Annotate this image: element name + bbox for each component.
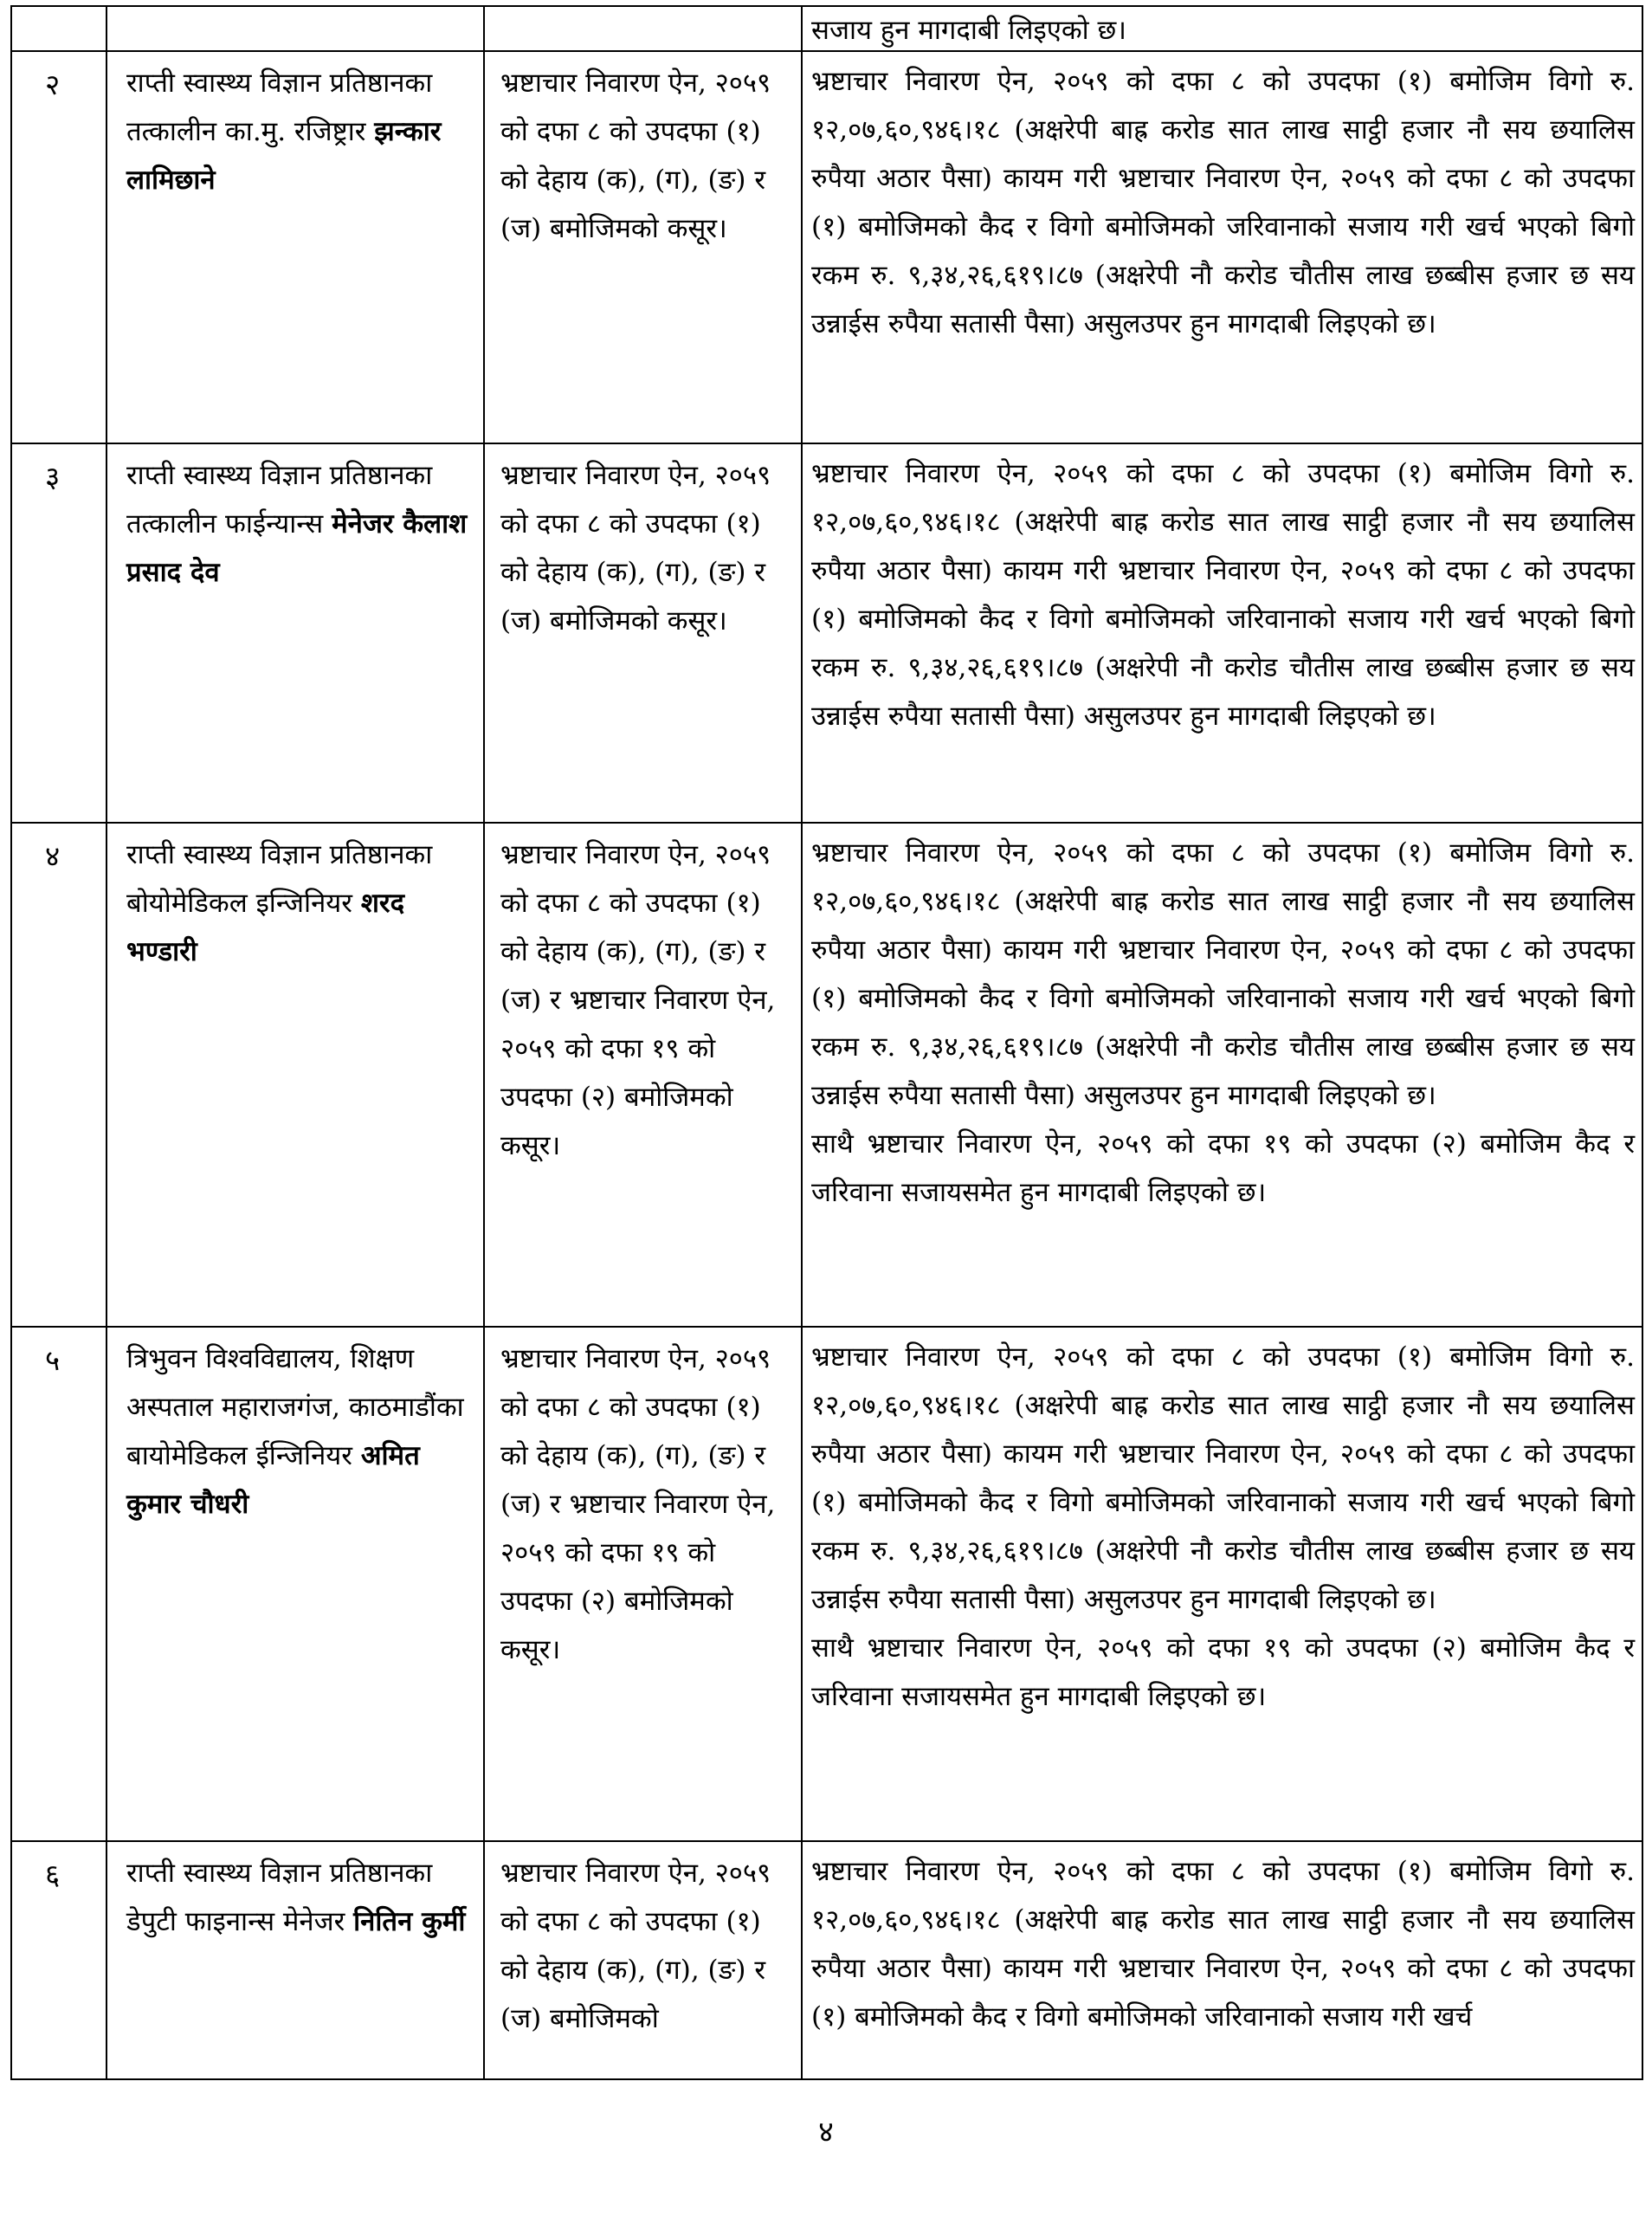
claim-cell xyxy=(802,6,1642,51)
accused-cell xyxy=(106,6,484,51)
accused-name xyxy=(107,52,483,443)
accused-name-cell xyxy=(106,1327,484,1841)
charge-section-cell xyxy=(484,1841,802,2079)
table-row xyxy=(11,823,1642,1327)
accused-name xyxy=(107,824,483,1326)
table-row xyxy=(11,1841,1642,2079)
row-serial-number-cell xyxy=(11,823,106,1327)
row-serial-number: ४ xyxy=(45,839,61,873)
claim-continuation-text: सजाय हुन मागदाबी लिइएको छ। xyxy=(811,15,1127,46)
row-serial-number-cell xyxy=(11,51,106,443)
row-serial-number-cell xyxy=(11,1841,106,2079)
accused-name xyxy=(107,444,483,822)
claim-detail xyxy=(803,444,1642,822)
accused-name-text: राप्ती स्वास्थ्य विज्ञान प्रतिष्ठानका डेपुटी फाइनान्स मेनेजर xyxy=(126,1858,433,1937)
page-number: ४ xyxy=(818,2115,834,2149)
row-serial-number: ५ xyxy=(45,1343,61,1377)
claim-detail-cell xyxy=(802,823,1642,1327)
charge-section-cell xyxy=(484,823,802,1327)
claim-paragraph: साथै भ्रष्टाचार निवारण ऐन, २०५९ को दफा १९ को उपदफा (२) बमोजिम कैद र जरिवाना सजायसमेत हुन मागदाबी लिइएको छ। xyxy=(811,1128,1635,1208)
charge-empty xyxy=(485,7,801,50)
charge-section-cell xyxy=(484,51,802,443)
charge-section-cell xyxy=(484,443,802,823)
accused-name-cell xyxy=(106,823,484,1327)
charge-section: भ्रष्टाचार निवारण ऐन, २०५९ को दफा ८ को उपदफा (१) को देहाय (क), (ग), (ङ) र (ज) बमोजिमको xyxy=(500,1858,771,2034)
accused-name xyxy=(107,1842,483,2078)
accused-name-cell xyxy=(106,51,484,443)
row-serial-number-cell xyxy=(11,1327,106,1841)
claim-paragraph: भ्रष्टाचार निवारण ऐन, २०५९ को दफा ८ को उपदफा (१) बमोजिम विगो रु. १२,०७,६०,९४६।१८ (अक्षरेपी बाह्र करोड सात लाख साट्ठी हजार नौ सय छयालिस रुपैया अठार पैसा) कायम गरी भ्रष्टाचार निवारण ऐन, २०५९ को दफा ८ को उपदफा (१) बमोजिमको कैद र विगो बमोजिमको जरिवानाको सजाय गरी खर्च xyxy=(811,1856,1635,2033)
accused-name-bold: शरद भण्डारी xyxy=(126,888,405,967)
claim-detail-cell xyxy=(802,443,1642,823)
accused-name-text: राप्ती स्वास्थ्य विज्ञान प्रतिष्ठानका तत्कालीन का.मु. रजिष्ट्रार xyxy=(126,68,433,147)
accused-name-bold: मेनेजर कैलाश प्रसाद देव xyxy=(126,508,468,588)
table-row xyxy=(11,443,1642,823)
charge-section: भ्रष्टाचार निवारण ऐन, २०५९ को दफा ८ को उपदफा (१) को देहाय (क), (ग), (ङ) र (ज) बमोजिमको कसूर। xyxy=(500,68,771,244)
row-serial-number: २ xyxy=(45,68,61,101)
claim-detail xyxy=(803,1328,1642,1840)
charge-section: भ्रष्टाचार निवारण ऐन, २०५९ को दफा ८ को उपदफा (१) को देहाय (क), (ग), (ङ) र (ज) र भ्रष्टाचार निवारण ऐन, २०५९ को दफा १९ को उपदफा (२) बमोजिमको कसूर। xyxy=(500,1343,776,1665)
table-row xyxy=(11,1327,1642,1841)
claim-paragraph: भ्रष्टाचार निवारण ऐन, २०५९ को दफा ८ को उपदफा (१) बमोजिम विगो रु. १२,०७,६०,९४६।१८ (अक्षरेपी बाह्र करोड सात लाख साट्ठी हजार नौ सय छयालिस रुपैया अठार पैसा) कायम गरी भ्रष्टाचार निवारण ऐन, २०५९ को दफा ८ को उपदफा (१) बमोजिमको कैद र विगो बमोजिमको जरिवानाको सजाय गरी खर्च भएको बिगो रकम रु. ९,३४,२६,६१९।८७ (अक्षरेपी नौ करोड चौतीस लाख छब्बीस हजार छ सय उन्नाईस रुपैया सतासी पैसा) असुलउपर हुन मागदाबी लिइएको छ। xyxy=(811,1341,1635,1615)
claim-paragraph: भ्रष्टाचार निवारण ऐन, २०५९ को दफा ८ को उपदफा (१) बमोजिम विगो रु. १२,०७,६०,९४६।१८ (अक्षरेपी बाह्र करोड सात लाख साट्ठी हजार नौ सय छयालिस रुपैया अठार पैसा) कायम गरी भ्रष्टाचार निवारण ऐन, २०५९ को दफा ८ को उपदफा (१) बमोजिमको कैद र विगो बमोजिमको जरिवानाको सजाय गरी खर्च भएको बिगो रकम रु. ९,३४,२६,६१९।८७ (अक्षरेपी नौ करोड चौतीस लाख छब्बीस हजार छ सय उन्नाईस रुपैया सतासी पैसा) असुलउपर हुन मागदाबी लिइएको छ। xyxy=(811,458,1635,732)
accused-name-cell xyxy=(106,443,484,823)
claim-detail xyxy=(803,52,1642,443)
sn-cell xyxy=(11,6,106,51)
accused-name-text: राप्ती स्वास्थ्य विज्ञान प्रतिष्ठानका बोयोमेडिकल इन्जिनियर xyxy=(126,839,433,919)
claim-paragraph: भ्रष्टाचार निवारण ऐन, २०५९ को दफा ८ को उपदफा (१) बमोजिम विगो रु. १२,०७,६०,९४६।१८ (अक्षरेपी बाह्र करोड सात लाख साट्ठी हजार नौ सय छयालिस रुपैया अठार पैसा) कायम गरी भ्रष्टाचार निवारण ऐन, २०५९ को दफा ८ को उपदफा (१) बमोजिमको कैद र विगो बमोजिमको जरिवानाको सजाय गरी खर्च भएको बिगो रकम रु. ९,३४,२६,६१९।८७ (अक्षरेपी नौ करोड चौतीस लाख छब्बीस हजार छ सय उन्नाईस रुपैया सतासी पैसा) असुलउपर हुन मागदाबी लिइएको छ। xyxy=(811,66,1635,339)
accused-empty xyxy=(107,7,483,50)
row-serial-number: ६ xyxy=(45,1858,61,1891)
claim-detail-cell xyxy=(802,1841,1642,2079)
row-serial-number: ३ xyxy=(45,460,61,494)
claim-detail xyxy=(803,1842,1642,2078)
accused-name-bold: अमित कुमार चौधरी xyxy=(126,1440,420,1520)
charge-section-cell xyxy=(484,1327,802,1841)
accused-name-bold: नितिन कुर्मी xyxy=(353,1906,466,1937)
accused-name-bold: झन्कार लामिछाने xyxy=(126,116,442,196)
accused-name-cell xyxy=(106,1841,484,2079)
table-row xyxy=(11,51,1642,443)
accused-name xyxy=(107,1328,483,1840)
claim-paragraph: भ्रष्टाचार निवारण ऐन, २०५९ को दफा ८ को उपदफा (१) बमोजिम विगो रु. १२,०७,६०,९४६।१८ (अक्षरेपी बाह्र करोड सात लाख साट्ठी हजार नौ सय छयालिस रुपैया अठार पैसा) कायम गरी भ्रष्टाचार निवारण ऐन, २०५९ को दफा ८ को उपदफा (१) बमोजिमको कैद र विगो बमोजिमको जरिवानाको सजाय गरी खर्च भएको बिगो रकम रु. ९,३४,२६,६१९।८७ (अक्षरेपी नौ करोड चौतीस लाख छब्बीस हजार छ सय उन्नाईस रुपैया सतासी पैसा) असुलउपर हुन मागदाबी लिइएको छ। xyxy=(811,837,1635,1111)
accused-name-text: त्रिभुवन विश्वविद्यालय, शिक्षण अस्पताल महाराजगंज, काठमाडौंका बायोमेडिकल ईन्जिनियर xyxy=(126,1343,464,1471)
claim-detail-cell xyxy=(802,51,1642,443)
row-serial-number-cell xyxy=(11,443,106,823)
charge-section: भ्रष्टाचार निवारण ऐन, २०५९ को दफा ८ को उपदफा (१) को देहाय (क), (ग), (ङ) र (ज) र भ्रष्टाचार निवारण ऐन, २०५९ को दफा १९ को उपदफा (२) बमोजिमको कसूर। xyxy=(500,839,776,1161)
claim-detail-cell xyxy=(802,1327,1642,1841)
claim-paragraph: साथै भ्रष्टाचार निवारण ऐन, २०५९ को दफा १९ को उपदफा (२) बमोजिम कैद र जरिवाना सजायसमेत हुन मागदाबी लिइएको छ। xyxy=(811,1632,1635,1712)
case-table xyxy=(10,5,1643,2080)
table-row-continuation xyxy=(11,6,1642,51)
charge-cell xyxy=(484,6,802,51)
sn-empty xyxy=(12,7,106,50)
claim-detail xyxy=(803,824,1642,1326)
charge-section: भ्रष्टाचार निवारण ऐन, २०५९ को दफा ८ को उपदफा (१) को देहाय (क), (ग), (ङ) र (ज) बमोजिमको कसूर। xyxy=(500,460,771,637)
accused-name-text: राप्ती स्वास्थ्य विज्ञान प्रतिष्ठानका तत्कालीन फाईन्यान्स xyxy=(126,460,433,540)
